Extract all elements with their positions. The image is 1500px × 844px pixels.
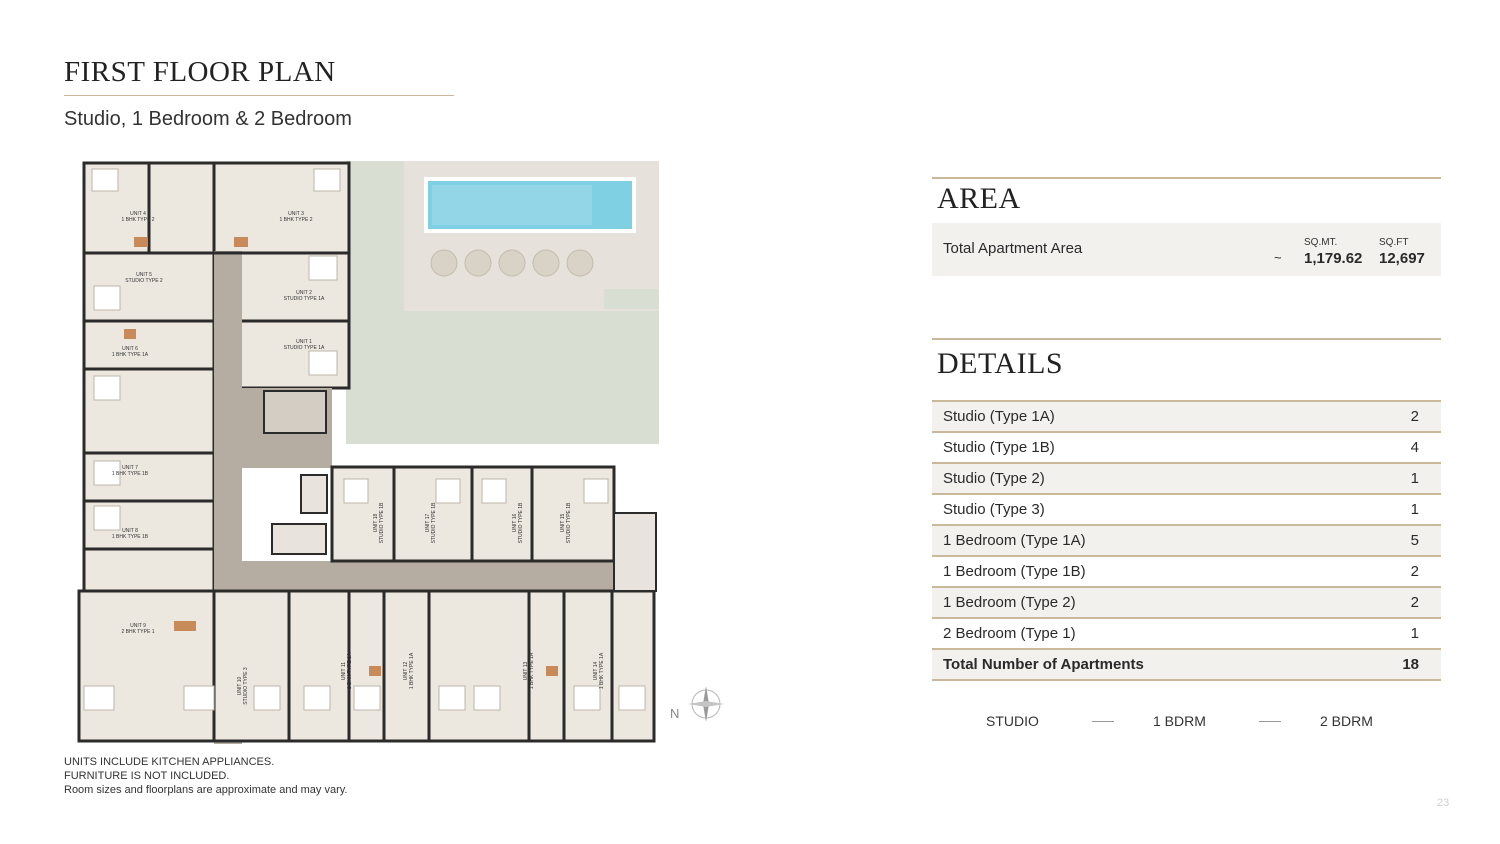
lift-core: [272, 524, 326, 554]
compass-north-label: N: [670, 706, 680, 721]
area-divider: [932, 177, 1441, 179]
table-row: [932, 402, 1441, 433]
floorplan-label: STUDIO TYPE 1B: [431, 502, 437, 544]
table-row: [932, 464, 1441, 495]
floorplan-label: UNIT 8: [122, 528, 138, 534]
floorplan-label: UNIT 5: [136, 272, 152, 278]
floorplan-label: UNIT 4: [130, 211, 146, 217]
detail-label: 1 Bedroom (Type 1B): [943, 563, 1086, 580]
legend-1bdrm: 1 BDRM: [1153, 713, 1206, 729]
floorplan-label: UNIT 17: [425, 513, 431, 533]
detail-label: Studio (Type 2): [943, 470, 1045, 487]
floorplan-label: UNIT 2: [296, 290, 312, 296]
legend-separator: [1092, 721, 1114, 722]
legend-studio: STUDIO: [986, 713, 1039, 729]
floorplan-label: UNIT 16: [512, 513, 518, 533]
floorplan-label: 1 BHK TYPE 1A: [347, 652, 353, 690]
legend-2bdrm: 2 BDRM: [1320, 713, 1373, 729]
east-stair: [614, 513, 656, 591]
floorplan-label: UNIT 18: [373, 513, 379, 533]
floorplan-label: UNIT 14: [593, 661, 599, 681]
floorplan-label: 1 BHK TYPE 1A: [409, 652, 415, 690]
detail-label: 1 Bedroom (Type 2): [943, 594, 1076, 611]
detail-label: Studio (Type 1A): [943, 408, 1055, 425]
floorplan-label: 2 BHK TYPE 1: [121, 629, 155, 635]
title-divider: [64, 95, 454, 96]
floorplan-label: STUDIO TYPE 1A: [283, 296, 325, 302]
details-divider: [932, 338, 1441, 340]
note-line: Room sizes and floorplans are approximate and may vary.: [64, 784, 348, 796]
area-label: Total Apartment Area: [943, 240, 1083, 257]
floorplan-label: STUDIO TYPE 1B: [379, 502, 385, 544]
note-line: FURNITURE IS NOT INCLUDED.: [64, 770, 230, 782]
detail-label: 1 Bedroom (Type 1A): [943, 532, 1086, 549]
south-wing: [79, 591, 654, 741]
page-number: 23: [1437, 797, 1450, 809]
area-title: AREA: [937, 182, 1021, 215]
floorplan-label: STUDIO TYPE 1B: [518, 502, 524, 544]
detail-label: Studio (Type 1B): [943, 439, 1055, 456]
details-section: [932, 338, 1441, 381]
floorplan-label: 1 BHK TYPE 2: [121, 217, 155, 223]
details-title: DETAILS: [937, 347, 1064, 380]
detail-value: 1: [1410, 625, 1419, 642]
detail-label: Studio (Type 3): [943, 501, 1045, 518]
area-section: [932, 177, 1441, 216]
floorplan-label: 1 BHK TYPE 1A: [111, 352, 149, 358]
floorplan-label: 1 BHK TYPE 1B: [111, 471, 149, 477]
note-line: UNITS INCLUDE KITCHEN APPLIANCES.: [64, 756, 275, 768]
compass-icon: [668, 678, 728, 730]
table-row: [932, 619, 1441, 650]
detail-value: 2: [1410, 594, 1419, 611]
details-table: [932, 400, 1441, 681]
floorplan-label: STUDIO TYPE 3: [243, 667, 249, 705]
sqft-value: 12,697: [1379, 250, 1425, 267]
total-row: [932, 650, 1441, 681]
table-row: [932, 433, 1441, 464]
floorplan-label: UNIT 3: [288, 211, 304, 217]
detail-value: 2: [1410, 408, 1419, 425]
floorplan-label: UNIT 1: [296, 339, 312, 345]
sqft-unit: SQ.FT: [1379, 237, 1409, 248]
total-value: 18: [1402, 656, 1419, 673]
floorplan-label: UNIT 11: [341, 661, 347, 681]
stair-core: [264, 391, 326, 433]
floorplan-label: 1 BHK TYPE 1A: [599, 652, 605, 690]
table-row: [932, 557, 1441, 588]
detail-value: 5: [1410, 532, 1419, 549]
total-label: Total Number of Apartments: [943, 656, 1144, 673]
plan-notes: [64, 755, 348, 797]
floorplan-label: UNIT 13: [523, 661, 529, 681]
sqmt-value: 1,179.62: [1304, 250, 1363, 267]
floorplan-label: STUDIO TYPE 2: [125, 278, 163, 284]
sqmt-unit: SQ.MT.: [1304, 237, 1338, 248]
floor-plan: [64, 161, 659, 744]
floorplan-label: 1 BHK TYPE 1A: [529, 652, 535, 690]
detail-value: 4: [1410, 439, 1419, 456]
legend-separator: [1259, 721, 1281, 722]
floorplan-label: UNIT 9: [130, 623, 146, 629]
table-row: [932, 495, 1441, 526]
floorplan-label: UNIT 10: [237, 676, 243, 696]
area-approx: ~: [1274, 250, 1282, 265]
detail-value: 1: [1410, 501, 1419, 518]
table-row: [932, 526, 1441, 557]
page-subtitle: Studio, 1 Bedroom & 2 Bedroom: [64, 108, 352, 130]
page-title: FIRST FLOOR PLAN: [64, 56, 336, 88]
corridor-horizontal: [214, 561, 614, 591]
floorplan-label: UNIT 6: [122, 346, 138, 352]
floorplan-label: STUDIO TYPE 1A: [283, 345, 325, 351]
floorplan-label: 1 BHK TYPE 2: [279, 217, 313, 223]
floorplan-label: UNIT 15: [560, 513, 566, 533]
floorplan-label: 1 BHK TYPE 1B: [111, 534, 149, 540]
floorplan-label: UNIT 7: [122, 465, 138, 471]
floorplan-label: STUDIO TYPE 1B: [566, 502, 572, 544]
table-row: [932, 588, 1441, 619]
detail-value: 2: [1410, 563, 1419, 580]
area-row: [932, 223, 1441, 276]
detail-label: 2 Bedroom (Type 1): [943, 625, 1076, 642]
detail-value: 1: [1410, 470, 1419, 487]
floorplan-label: UNIT 12: [403, 661, 409, 681]
